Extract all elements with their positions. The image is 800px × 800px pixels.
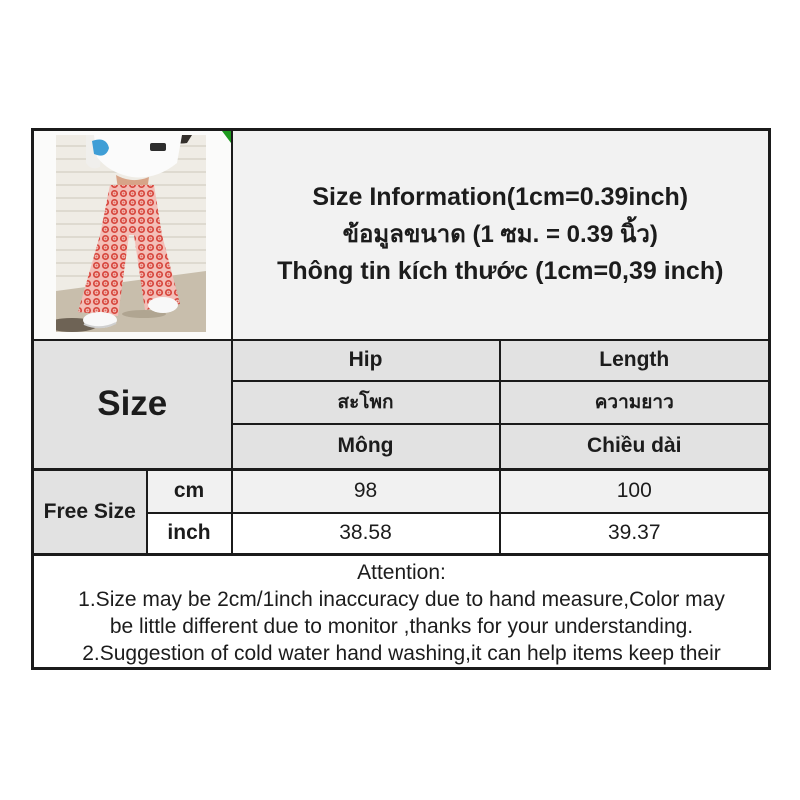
green-triangle-icon [222,131,231,143]
title-line-vietnamese: Thông tin kích thước (1cm=0,39 inch) [277,257,724,286]
unit-cm-cell: cm [147,470,232,513]
title-line-thai: ข้อมูลขนาด (1 ซม. = 0.39 นิ้ว) [342,221,658,249]
length-cm-value: 100 [500,470,770,513]
attention-line-1: 1.Size may be 2cm/1inch inaccuracy due to hand measure,Color may [78,588,725,611]
attention-heading: Attention: [357,561,446,584]
size-header-cell: Size [33,340,232,470]
shirt-label [150,143,166,151]
length-header-vi: Chiều dài [500,424,770,470]
product-photo [56,135,206,332]
length-header-th: ความยาว [500,381,770,424]
hip-cm-value: 98 [232,470,500,513]
size-information-table [31,128,771,670]
hip-inch-value: 38.58 [232,513,500,555]
hip-header-th: สะโพก [232,381,500,424]
length-inch-value: 39.37 [500,513,770,555]
right-shoe [148,297,178,313]
attention-cell [33,555,770,669]
hip-header-en: Hip [232,340,500,381]
free-size-label-cell: Free Size [33,470,147,555]
title-line-english: Size Information(1cm=0.39inch) [312,183,689,212]
attention-line-2: be little different due to monitor ,thanks for your understanding. [109,615,694,638]
product-photo-cell [33,130,232,340]
attention-line-3: 2.Suggestion of cold water hand washing,it can help items keep their [82,642,721,665]
title-cell [232,130,770,340]
hip-header-vi: Mông [232,424,500,470]
length-header-en: Length [500,340,770,381]
pants-hips [100,185,162,235]
unit-inch-cell: inch [147,513,232,555]
